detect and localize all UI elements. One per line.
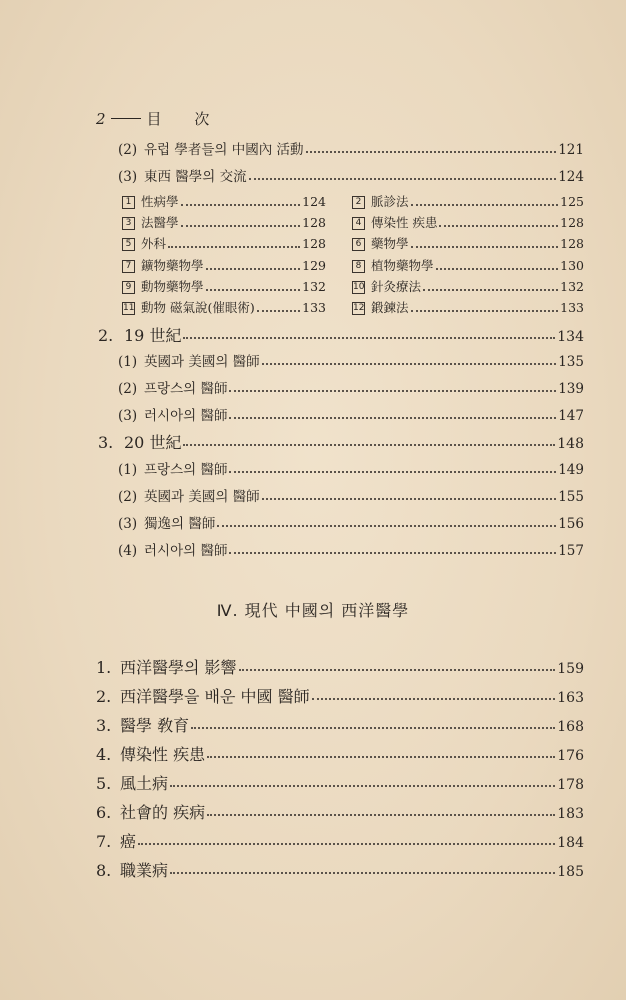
sub-page: 128 bbox=[302, 236, 326, 251]
toc-section-heading bbox=[98, 430, 584, 453]
toc-entry bbox=[118, 512, 584, 532]
entry-label: 獨逸의 醫師 bbox=[144, 516, 216, 532]
page-number: 2 bbox=[96, 109, 107, 128]
entry-page: 163 bbox=[557, 690, 584, 706]
toc-entry bbox=[118, 377, 584, 397]
number-box: 2 bbox=[352, 196, 365, 209]
leader-dots bbox=[168, 245, 300, 248]
chapter-title: Ⅳ. 現代 中國의 西洋醫學 bbox=[216, 601, 410, 620]
entry-page: 159 bbox=[557, 661, 584, 677]
entry-page: 121 bbox=[558, 142, 584, 158]
number-box: 11 bbox=[123, 303, 135, 313]
toc-entry bbox=[118, 485, 584, 505]
leader-dots bbox=[183, 336, 555, 339]
toc-entry bbox=[96, 713, 584, 736]
sub-page: 133 bbox=[302, 300, 326, 315]
entry-page: 184 bbox=[557, 835, 584, 851]
toc-entry bbox=[118, 404, 584, 424]
leader-dots bbox=[170, 871, 555, 874]
toc-entry bbox=[118, 165, 584, 185]
sub-entry bbox=[122, 277, 326, 295]
entry-marker: (3) bbox=[118, 408, 138, 424]
sub-label: 藥物學 bbox=[371, 236, 409, 251]
sub-label: 傳染性 疾患 bbox=[371, 215, 438, 230]
leader-dots bbox=[206, 288, 301, 291]
sub-page: 124 bbox=[302, 194, 326, 209]
toc-entry bbox=[96, 655, 584, 678]
entry-label: 癌 bbox=[120, 832, 137, 851]
leader-dots bbox=[239, 668, 556, 671]
number-box: 6 bbox=[352, 238, 365, 251]
leader-dots bbox=[439, 224, 558, 227]
page-header bbox=[96, 108, 223, 129]
entry-marker: (1) bbox=[118, 462, 138, 478]
section-label: 20 世紀 bbox=[124, 433, 182, 452]
sub-page: 132 bbox=[560, 279, 584, 294]
entry-marker: 5. bbox=[96, 774, 112, 793]
entry-marker: 2. bbox=[96, 687, 112, 706]
header-rule bbox=[111, 118, 141, 119]
entry-label: 西洋醫學을 배운 中國 醫師 bbox=[120, 687, 310, 706]
toc-entry bbox=[96, 742, 584, 765]
toc-entry bbox=[118, 350, 584, 370]
entry-marker: 3. bbox=[96, 716, 112, 735]
entry-page: 147 bbox=[558, 408, 584, 424]
section-marker: 3. bbox=[98, 433, 114, 452]
entry-marker: (3) bbox=[118, 516, 138, 532]
sub-entry bbox=[352, 256, 584, 274]
sub-label: 法醫學 bbox=[141, 215, 179, 230]
entry-marker: 7. bbox=[96, 832, 112, 851]
leader-dots bbox=[183, 443, 555, 446]
sub-page: 125 bbox=[560, 194, 584, 209]
sub-entry bbox=[122, 256, 326, 274]
sub-page: 129 bbox=[302, 258, 326, 273]
entry-page: 155 bbox=[558, 489, 584, 505]
sub-entry bbox=[122, 213, 326, 231]
entry-marker: 8. bbox=[96, 861, 112, 880]
sub-label: 植物藥物學 bbox=[371, 258, 434, 273]
number-box: 1 bbox=[122, 196, 135, 209]
leader-dots bbox=[138, 842, 555, 845]
entry-page: 139 bbox=[558, 381, 584, 397]
sub-label: 鍛鍊法 bbox=[371, 300, 409, 315]
entry-label: 프랑스의 醫師 bbox=[144, 462, 228, 478]
leader-dots bbox=[436, 267, 559, 270]
entry-label: 유럽 學者들의 中國內 活動 bbox=[144, 142, 304, 158]
leader-dots bbox=[181, 224, 301, 227]
toc-entry bbox=[96, 829, 584, 852]
entry-page: 168 bbox=[557, 719, 584, 735]
toc-entry bbox=[118, 539, 584, 559]
number-box: 12 bbox=[353, 303, 365, 313]
leader-dots bbox=[312, 697, 556, 700]
sub-entry bbox=[352, 234, 584, 252]
number-box: 9 bbox=[122, 281, 135, 294]
toc-entry bbox=[96, 800, 584, 823]
sub-label: 外科 bbox=[141, 236, 167, 251]
entry-marker: (2) bbox=[118, 142, 138, 158]
sub-label: 動物 磁氣說(催眼術) bbox=[141, 300, 255, 315]
leader-dots bbox=[229, 470, 556, 473]
entry-page: 176 bbox=[557, 748, 584, 764]
entry-marker: 1. bbox=[96, 658, 112, 677]
leader-dots bbox=[191, 726, 555, 729]
section-label: 19 世紀 bbox=[124, 326, 182, 345]
number-box: 3 bbox=[122, 217, 135, 230]
toc-entry bbox=[96, 858, 584, 881]
number-box: 7 bbox=[122, 260, 135, 273]
leader-dots bbox=[170, 784, 555, 787]
entry-label: 傳染性 疾患 bbox=[120, 745, 206, 764]
sub-label: 動物藥物學 bbox=[141, 279, 204, 294]
leader-dots bbox=[257, 309, 300, 312]
number-box: 10 bbox=[353, 282, 365, 292]
leader-dots bbox=[229, 389, 556, 392]
leader-dots bbox=[249, 177, 557, 180]
entry-label: 英國과 美國의 醫師 bbox=[144, 354, 260, 370]
entry-page: 149 bbox=[558, 462, 584, 478]
section-page: 134 bbox=[557, 329, 584, 345]
entry-page: 124 bbox=[558, 169, 584, 185]
entry-label: 職業病 bbox=[120, 861, 169, 880]
sub-entry bbox=[352, 192, 584, 210]
leader-dots bbox=[262, 497, 557, 500]
leader-dots bbox=[206, 267, 301, 270]
header-title: 目 次 bbox=[146, 110, 224, 128]
sub-page: 128 bbox=[560, 215, 584, 230]
entry-label: 러시아의 醫師 bbox=[144, 543, 228, 559]
entry-marker: (2) bbox=[118, 489, 138, 505]
entry-label: 西洋醫學의 影響 bbox=[120, 658, 237, 677]
sub-entry bbox=[352, 277, 584, 295]
leader-dots bbox=[411, 309, 559, 312]
sub-page: 133 bbox=[560, 300, 584, 315]
sub-entry bbox=[122, 192, 326, 210]
entry-label: 프랑스의 醫師 bbox=[144, 381, 228, 397]
sub-entry bbox=[122, 298, 326, 316]
leader-dots bbox=[229, 416, 556, 419]
entry-marker: (3) bbox=[118, 169, 138, 185]
section-marker: 2. bbox=[98, 326, 114, 345]
entry-marker: 6. bbox=[96, 803, 112, 822]
leader-dots bbox=[207, 813, 555, 816]
entry-label: 風土病 bbox=[120, 774, 169, 793]
sub-entry bbox=[352, 213, 584, 231]
entry-label: 社會的 疾病 bbox=[120, 803, 206, 822]
entry-page: 185 bbox=[557, 864, 584, 880]
sub-label: 性病學 bbox=[141, 194, 179, 209]
toc-entry bbox=[118, 138, 584, 158]
number-box: 4 bbox=[352, 217, 365, 230]
sub-page: 130 bbox=[560, 258, 584, 273]
entry-page: 183 bbox=[557, 806, 584, 822]
number-box: 8 bbox=[352, 260, 365, 273]
entry-marker: 4. bbox=[96, 745, 112, 764]
sub-page: 128 bbox=[302, 215, 326, 230]
leader-dots bbox=[181, 203, 301, 206]
sub-entry bbox=[122, 234, 326, 252]
leader-dots bbox=[262, 362, 557, 365]
leader-dots bbox=[217, 524, 556, 527]
entry-marker: (4) bbox=[118, 543, 138, 559]
leader-dots bbox=[207, 755, 555, 758]
toc-entry bbox=[118, 458, 584, 478]
number-box: 5 bbox=[122, 238, 135, 251]
entry-label: 醫學 敎育 bbox=[120, 716, 190, 735]
entry-label: 英國과 美國의 醫師 bbox=[144, 489, 260, 505]
toc-entry bbox=[96, 684, 584, 707]
toc-entry bbox=[96, 771, 584, 794]
leader-dots bbox=[411, 203, 559, 206]
entry-label: 러시아의 醫師 bbox=[144, 408, 228, 424]
leader-dots bbox=[411, 245, 559, 248]
sub-label: 脈診法 bbox=[371, 194, 409, 209]
sub-entry bbox=[352, 298, 584, 316]
entry-label: 東西 醫學의 交流 bbox=[144, 169, 247, 185]
entry-page: 135 bbox=[558, 354, 584, 370]
entry-marker: (1) bbox=[118, 354, 138, 370]
leader-dots bbox=[423, 288, 558, 291]
toc-section-heading bbox=[98, 323, 584, 346]
entry-page: 157 bbox=[558, 543, 584, 559]
sub-page: 128 bbox=[560, 236, 584, 251]
sub-label: 鑛物藥物學 bbox=[141, 258, 204, 273]
entry-page: 178 bbox=[557, 777, 584, 793]
leader-dots bbox=[229, 551, 556, 554]
leader-dots bbox=[306, 150, 557, 153]
entry-page: 156 bbox=[558, 516, 584, 532]
sub-page: 132 bbox=[302, 279, 326, 294]
section-page: 148 bbox=[557, 436, 584, 452]
sub-label: 針灸療法 bbox=[371, 279, 422, 294]
entry-marker: (2) bbox=[118, 381, 138, 397]
